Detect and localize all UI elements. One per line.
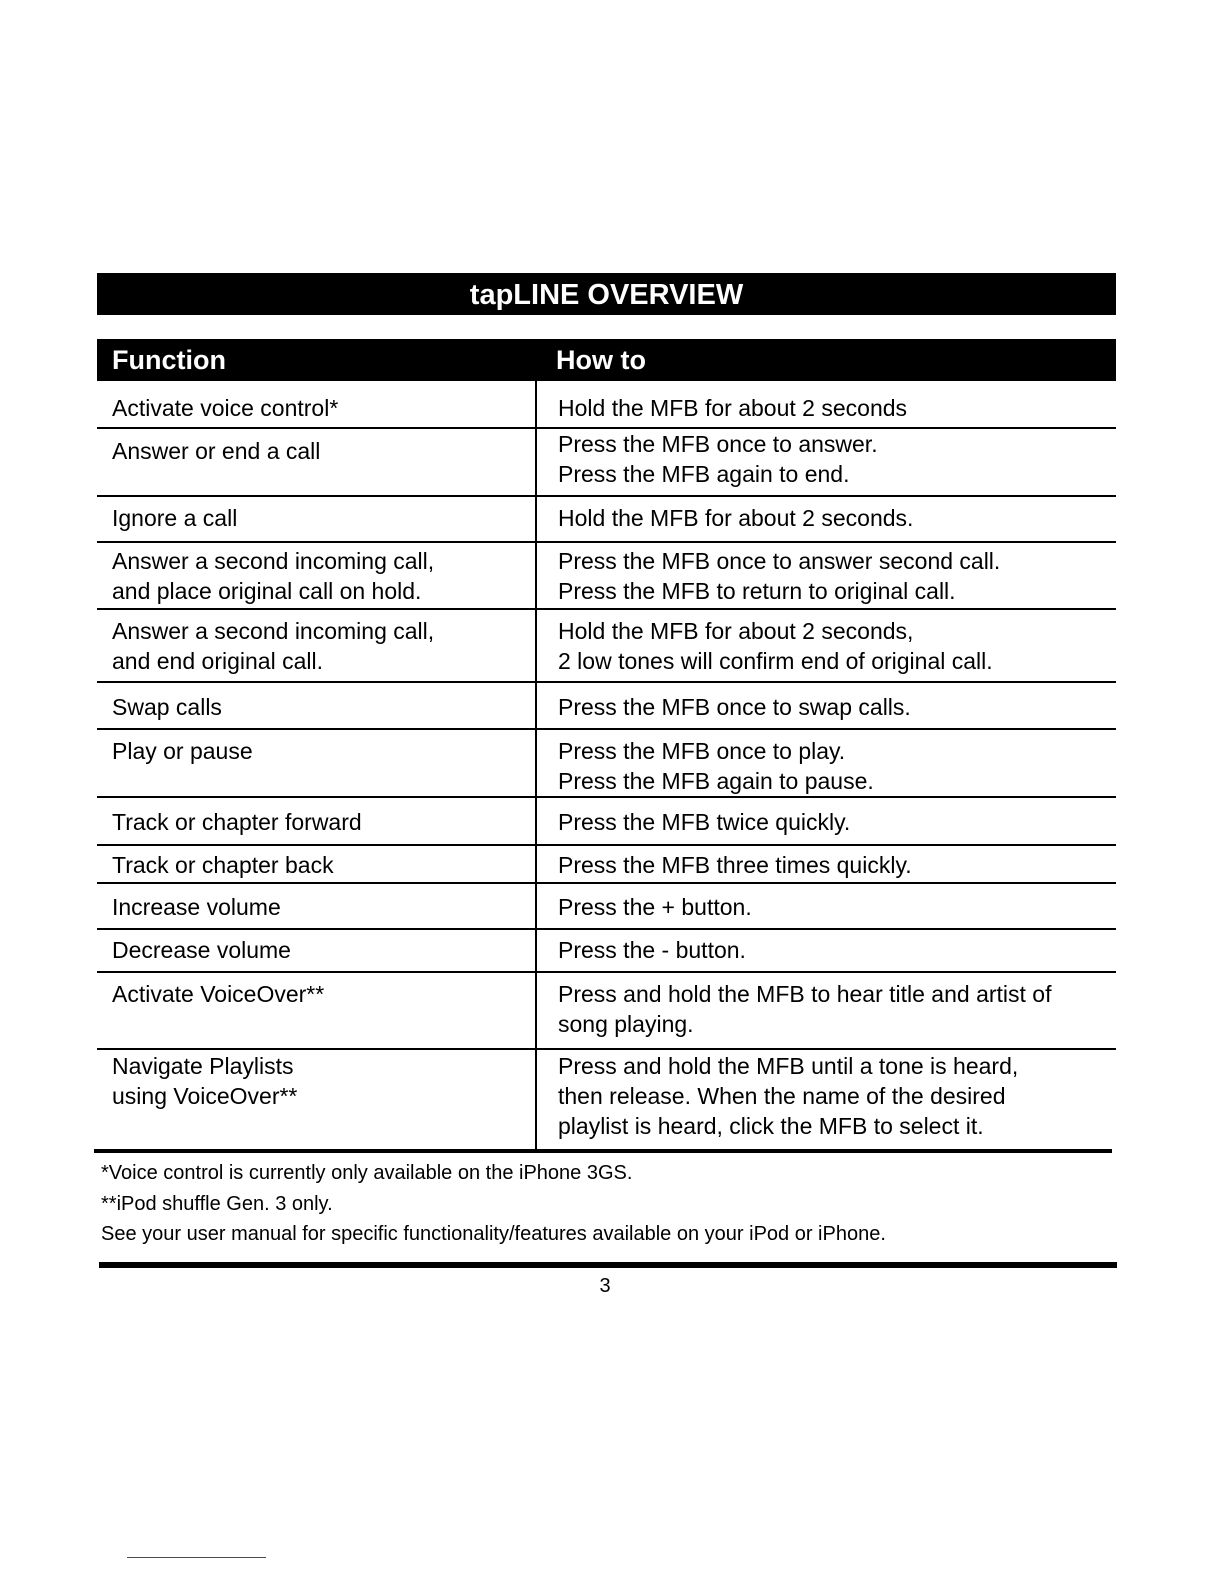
table-row — [97, 497, 1116, 543]
how-to-cell: Press and hold the MFB until a tone is heard, then release. When the name of the desired playlist is heard, click the MFB to select it. — [535, 1050, 1112, 1149]
function-cell: Activate voice control* — [112, 395, 339, 421]
footnotes — [101, 1158, 886, 1250]
how-to-cell: Press the MFB once to answer. Press the MFB again to end. — [535, 429, 1116, 495]
page-title: tapLINE OVERVIEW — [97, 273, 1116, 315]
table-row — [97, 381, 1116, 429]
function-cell: Answer a second incoming call, and place original call on hold. — [112, 548, 435, 604]
function-cell: Swap calls — [112, 694, 222, 720]
header-how-to: How to — [556, 345, 646, 375]
table-row — [97, 884, 1116, 930]
function-cell: Answer a second incoming call, and end original call. — [112, 618, 435, 674]
header-function: Function — [112, 345, 226, 375]
table-row — [97, 543, 1116, 610]
function-cell: Ignore a call — [112, 505, 238, 531]
footnote: **iPod shuffle Gen. 3 only. — [101, 1192, 333, 1215]
table-row — [97, 973, 1116, 1050]
how-to-cell: Press the - button. — [535, 930, 1116, 971]
table-row — [97, 610, 1116, 683]
footnote: See your user manual for specific functionality/features available on your iPod or iPhone. — [101, 1223, 886, 1245]
divider — [127, 1557, 266, 1558]
footnote: *Voice control is currently only available on the iPhone 3GS. — [101, 1162, 633, 1184]
table-row — [97, 730, 1116, 798]
function-cell: Navigate Playlists using VoiceOver** — [112, 1053, 298, 1109]
how-to-cell: Hold the MFB for about 2 seconds, 2 low tones will confirm end of original call. — [535, 610, 1116, 681]
function-cell: Track or chapter back — [112, 852, 334, 878]
table-row — [97, 846, 1116, 884]
how-to-cell: Hold the MFB for about 2 seconds — [535, 381, 1116, 427]
how-to-cell: Press the MFB once to answer second call. Press the MFB to return to original call. — [535, 543, 1116, 608]
function-cell: Track or chapter forward — [112, 809, 362, 835]
function-cell: Decrease volume — [112, 937, 291, 963]
how-to-cell: Press the MFB once to swap calls. — [535, 683, 1116, 728]
how-to-cell: Press the + button. — [535, 884, 1116, 928]
table-row — [97, 683, 1116, 730]
function-cell: Activate VoiceOver** — [112, 981, 325, 1007]
table-row — [94, 1050, 1112, 1153]
how-to-cell: Press and hold the MFB to hear title and artist of song playing. — [535, 973, 1116, 1048]
function-cell: Answer or end a call — [112, 438, 321, 464]
function-cell: Play or pause — [112, 738, 253, 764]
table-row — [97, 930, 1116, 973]
how-to-cell: Press the MFB three times quickly. — [535, 846, 1116, 882]
how-to-cell: Hold the MFB for about 2 seconds. — [535, 497, 1116, 541]
how-to-cell: Press the MFB once to play. Press the MFB again to pause. — [535, 730, 1116, 796]
divider — [99, 1262, 1117, 1268]
function-cell: Increase volume — [112, 894, 281, 920]
table-header — [97, 339, 1116, 381]
how-to-cell: Press the MFB twice quickly. — [535, 798, 1116, 844]
table-row — [97, 429, 1116, 497]
table-row — [97, 798, 1116, 846]
overview-table — [97, 381, 1116, 1153]
page-number: 3 — [599, 1275, 611, 1297]
